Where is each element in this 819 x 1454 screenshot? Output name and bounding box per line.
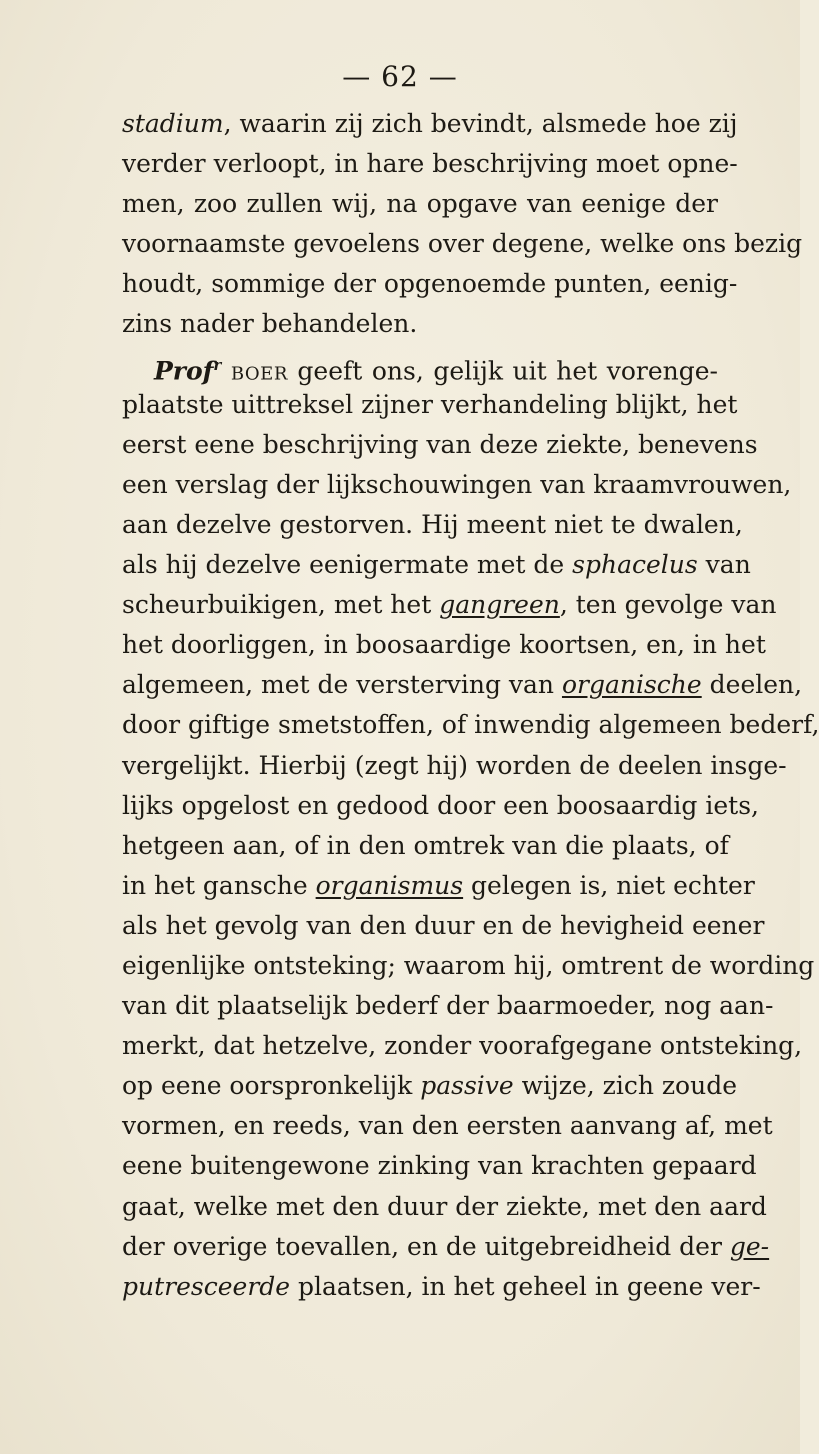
text-span: passive <box>420 1071 514 1101</box>
text-line <box>122 1146 757 1186</box>
text-line <box>122 585 777 625</box>
text-span: deelen, <box>701 670 803 700</box>
text-line <box>122 1227 770 1267</box>
text-span: voornaamste gevoelens over degene, welke ons bezig <box>122 229 803 259</box>
text-span: scheurbuikigen, met het <box>122 590 440 620</box>
text-line <box>122 1026 803 1066</box>
text-span: ge- <box>729 1231 770 1261</box>
text-span: het doorliggen, in boosaardige koortsen, en, in het <box>122 630 766 660</box>
text-span: putresceerde <box>122 1271 291 1301</box>
text-span: aan dezelve gestorven. Hij meent niet te dwalen, <box>122 509 743 539</box>
text-line <box>122 786 759 826</box>
text-line <box>122 264 738 304</box>
text-span: zins nader behandelen. <box>122 309 418 339</box>
text-span: vergelijkt. Hierbij (zegt hij) worden de deelen insge- <box>122 750 787 780</box>
text-span: r <box>213 355 222 374</box>
text-line <box>122 906 765 946</box>
text-line <box>122 184 718 224</box>
text-line <box>122 625 766 665</box>
text-line <box>122 144 738 184</box>
text-span: hetgeen aan, of in den omtrek van die plaats, of <box>122 830 729 860</box>
text-span: wijze, zich zoude <box>513 1071 737 1101</box>
text-span: in het gansche <box>122 870 316 900</box>
text-span: eerst eene beschrijving van deze ziekte, benevens <box>122 429 758 459</box>
text-span: als het gevolg van den duur en de hevigheid eener <box>122 910 765 940</box>
text-line <box>122 866 755 906</box>
text-line <box>122 345 718 385</box>
text-line <box>122 1267 761 1307</box>
text-span: eene buitengewone zinking van krachten gepaard <box>122 1151 757 1181</box>
text-span: als hij dezelve eenigermate met de <box>122 550 573 580</box>
text-span: lijks opgelost en gedood door een boosaardig iets, <box>122 790 759 820</box>
text-line <box>122 505 743 545</box>
text-line <box>122 1187 767 1227</box>
text-span: gelegen is, niet echter <box>463 870 755 900</box>
text-span: op eene oorspronkelijk <box>122 1071 421 1101</box>
text-span: boer <box>230 355 288 385</box>
text-line <box>122 1066 737 1106</box>
text-span: organische <box>561 670 702 700</box>
text-span: houdt, sommige der opgenoemde punten, eenig- <box>122 269 738 299</box>
text-line <box>122 946 815 986</box>
text-line <box>122 425 758 465</box>
text-span <box>221 356 231 385</box>
text-span: gaat, welke met den duur der ziekte, met den aard <box>122 1191 767 1221</box>
text-span: van <box>697 550 751 580</box>
text-span: stadium <box>122 109 224 138</box>
text-span: algemeen, met de versterving van <box>122 670 562 700</box>
text-line <box>122 545 751 585</box>
text-span: eigenlijke ontsteking; waarom hij, omtrent de wording <box>122 950 815 980</box>
text-line <box>122 1106 773 1146</box>
text-span: , ten gevolge van <box>559 590 777 620</box>
text-span: plaatste uittreksel zijner verhandeling blijkt, het <box>122 389 738 419</box>
text-span: , waarin zij zich bevindt, alsmede hoe zij <box>223 109 738 138</box>
text-span: verder verloopt, in hare beschrijving moet opne- <box>122 149 738 179</box>
page-number: — 62 — <box>342 60 458 93</box>
text-span: een verslag der lijkschouwingen van kraamvrouwen, <box>122 469 792 499</box>
text-span: door giftige smetstoffen, of inwendig algemeen bederf, <box>122 710 819 740</box>
text-span: geeft ons, gelijk uit het vorenge- <box>287 355 718 385</box>
text-line <box>122 304 718 344</box>
text-line <box>122 826 729 866</box>
body-text <box>122 104 819 1307</box>
text-line <box>122 385 738 425</box>
text-span: Prof <box>154 355 214 385</box>
text-span: merkt, dat hetzelve, zonder voorafgegane ontsteking, <box>122 1031 803 1061</box>
text-line <box>122 746 787 786</box>
text-line <box>122 705 819 745</box>
text-span: van dit plaatselijk bederf der baarmoeder, nog aan- <box>122 991 774 1021</box>
text-span: vormen, en reeds, van den eersten aanvang af, met <box>122 1111 773 1141</box>
text-span: der overige toevallen, en de uitgebreidheid der <box>122 1231 730 1261</box>
text-span: gangreen <box>439 590 560 620</box>
text-line <box>122 665 803 705</box>
text-line <box>122 986 774 1026</box>
text-line <box>122 104 738 144</box>
text-span: plaatsen, in het geheel in geene ver- <box>290 1271 761 1301</box>
text-line <box>122 465 792 505</box>
text-span: men, zoo zullen wij, na opgave van eenige der <box>122 189 718 219</box>
text-line <box>122 224 803 264</box>
text-span: organismus <box>315 870 464 900</box>
text-span: sphacelus <box>572 550 698 580</box>
